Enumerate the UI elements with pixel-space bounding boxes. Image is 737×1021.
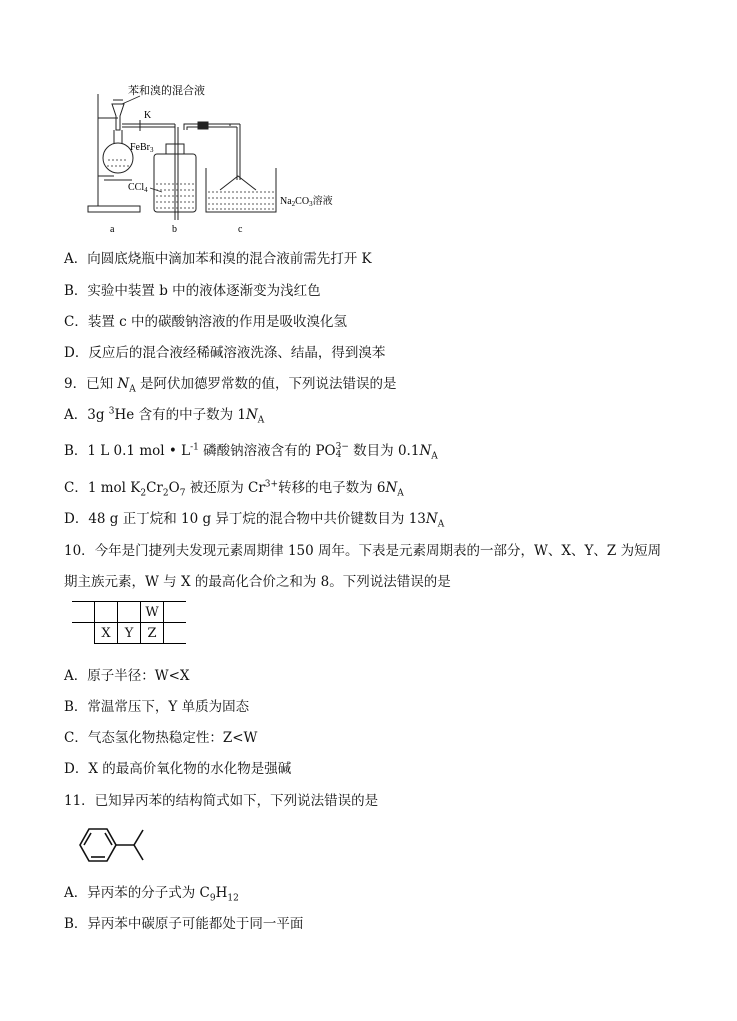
q10-option-b: B．常温常压下，Y 单质为固态 xyxy=(64,699,250,715)
stand-base xyxy=(88,206,140,212)
q10-option-a: A．原子半径：W<X xyxy=(64,668,190,684)
label-b: b xyxy=(172,224,177,235)
q9-option-c: C．1 mol $K_2Cr_2O_7$ 被还原为 $Cr^{3+}$转移的电子数为 $6N_A$ xyxy=(64,479,404,499)
q9-option-b: B．1 L 0.1 mol • $L^{-1}$ 磷酸钠溶液含有的 PO 3− 4 数目为 $0.1N_A$ xyxy=(64,442,438,462)
q8-option-d: D．反应后的混合液经稀碱溶液洗涤、结晶，得到溴苯 xyxy=(64,345,386,361)
cell-w: W xyxy=(141,602,164,623)
q10-stem-line1: 10．今年是门捷列夫发现元素周期律 150 周年。下表是元素周期表的一部分，W、X、Y、Z 为短周 xyxy=(64,543,662,559)
label-c: c xyxy=(238,224,243,235)
periodic-table-fragment xyxy=(72,601,186,644)
q8-option-c: C．装置 c 中的碳酸钠溶液的作用是吸收溴化氢 xyxy=(64,314,347,330)
q11-option-b: B．异丙苯中碳原子可能都处于同一平面 xyxy=(64,916,304,932)
q10-option-d: D．X 的最高价氧化物的水化物是强碱 xyxy=(64,761,292,777)
label-k: K xyxy=(144,110,152,121)
q8-option-b: B．实验中装置 b 中的液体逐渐变为浅红色 xyxy=(64,283,321,299)
apparatus-figure xyxy=(80,80,380,240)
dropping-funnel xyxy=(112,104,124,130)
q8-option-a: A．向圆底烧瓶中滴加苯和溴的混合液前需先打开 K xyxy=(64,251,372,267)
q9-option-a: A．3g $^3$He 含有的中子数为 $1N_A$ xyxy=(64,406,265,426)
cell-x: X xyxy=(95,623,118,644)
cell-y: Y xyxy=(118,623,141,644)
beaker-c xyxy=(206,168,276,212)
q10-option-c: C．气态氢化物热稳定性：Z<W xyxy=(64,730,258,746)
q11-option-a: A．异丙苯的分子式为 $C_9H_{12}$ xyxy=(64,885,239,904)
q9-stem: 9．已知 $N_A$ 是阿伏加德罗常数的值，下列说法错误的是 xyxy=(64,376,397,395)
round-bottom-flask xyxy=(103,143,133,173)
q10-stem-line2: 期主族元素，W 与 X 的最高化合价之和为 8。下列说法错误的是 xyxy=(64,574,451,590)
inverted-funnel xyxy=(220,176,256,190)
label-ccl4: CCl$_4$ xyxy=(128,182,148,194)
label-mixture: 苯和溴的混合液 xyxy=(128,85,205,97)
cell-z: Z xyxy=(141,623,164,644)
q11-stem: 11．已知异丙苯的结构简式如下，下列说法错误的是 xyxy=(64,793,379,809)
q9-option-d: D．48 g 正丁烷和 10 g 异丁烷的混合物中共价键数目为 $13N_A$ xyxy=(64,511,445,530)
label-a: a xyxy=(110,224,115,235)
label-na2co3: $Na_2CO_3$溶液 xyxy=(280,196,333,208)
isopropylbenzene-structure xyxy=(66,818,166,873)
label-febr3: FeBr$_3$ xyxy=(130,142,154,154)
